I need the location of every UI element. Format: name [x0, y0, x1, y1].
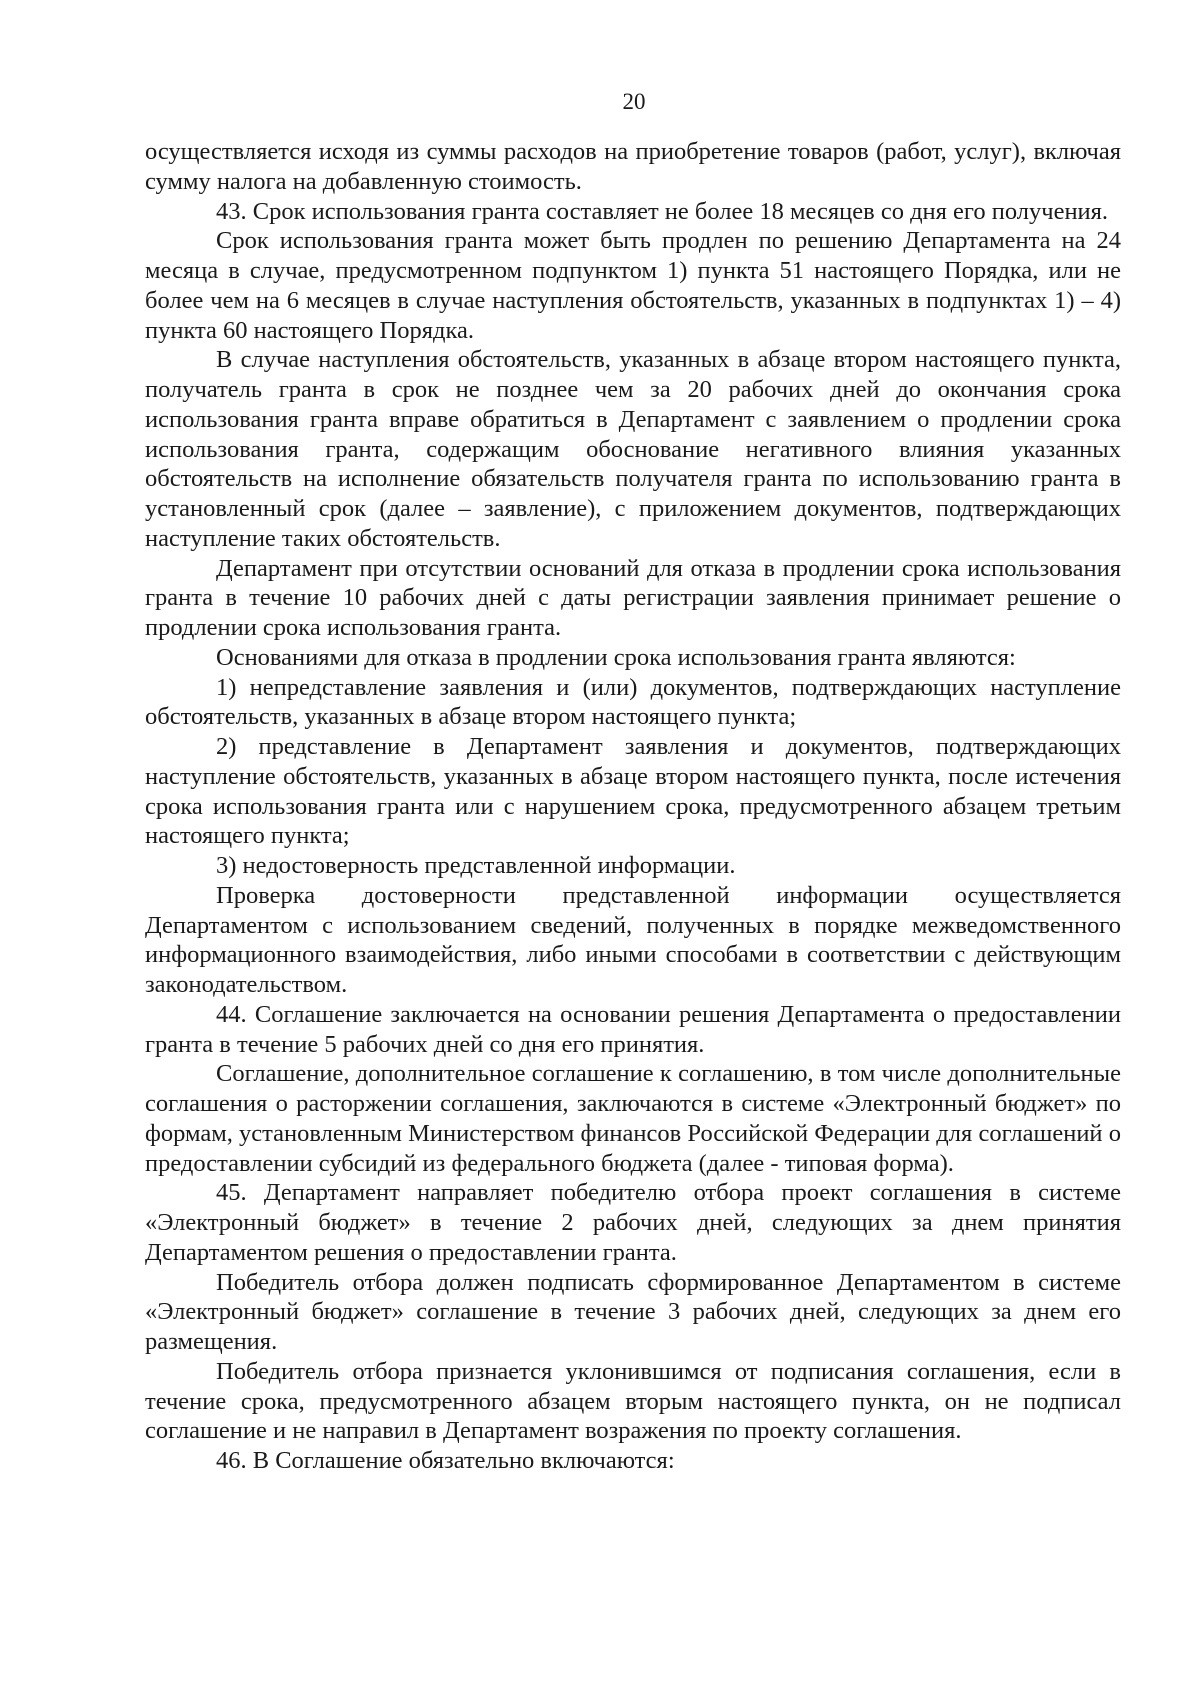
paragraph-item-46: 46. В Соглашение обязательно включаются:	[216, 1447, 675, 1474]
paragraph-extension: Срок использования гранта может быть продлен по решению Департамента на 24 месяца в случае, предусмотренном подпунктом 1) пункта 51 настоящего Порядка, или не более чем на 6 месяцев в случае наступления обстоятельств, указанных в подпунктах 1) – 4) пункта 60 настоящего Порядка.	[145, 227, 1121, 344]
paragraph-agreement-forms: Соглашение, дополнительное соглашение к соглашению, в том числе дополнительные соглашения о расторжении соглашения, заключаются в системе «Электронный бюджет» по формам, установленным Министерством финансов Российской Федерации для соглашений о предоставлении субсидий из федерального бюджета (далее - типовая форма).	[145, 1060, 1121, 1177]
paragraph-refusal-grounds: Основаниями для отказа в продлении срока использования гранта являются:	[216, 643, 1016, 671]
paragraph-winner-signing: Победитель отбора должен подписать сформированное Департаментом в системе «Электронный бюджет» соглашение в течение 3 рабочих дней, следующих за днем его размещения.	[145, 1268, 1121, 1355]
paragraph-item-44: 44. Соглашение заключается на основании решения Департамента о предоставлении гранта в течение 5 рабочих дней со дня его принятия.	[145, 1000, 1121, 1058]
paragraph-winner-evasion: Победитель отбора признается уклонившимся от подписания соглашения, если в течение срока, предусмотренного абзацем вторым настоящего пункта, он не подписал соглашение и не направил в Департамент возражения по проекту соглашения.	[145, 1357, 1121, 1445]
document-body	[145, 137, 1121, 1476]
paragraph-item-45: 45. Департамент направляет победителю отбора проект соглашения в системе «Электронный бюджет» в течение 2 рабочих дней, следующих за днем принятия Департаментом решения о предоставлении гранта.	[145, 1179, 1121, 1266]
paragraph-ground-3: 3) недостоверность представленной информации.	[216, 852, 736, 879]
paragraph-department-decision: Департамент при отсутствии оснований для отказа в продлении срока использования гранта в течение 10 рабочих дней с даты регистрации заявления принимает решение о продлении срока использования гранта.	[145, 554, 1121, 641]
paragraph-item-43: 43. Срок использования гранта составляет не более 18 месяцев со дня его получения.	[216, 197, 1109, 225]
paragraph-ground-1: 1) непредставление заявления и (или) документов, подтверждающих наступление обстоятельств, указанных в абзаце втором настоящего пункта;	[145, 673, 1121, 731]
page-number: 20	[622, 89, 646, 114]
paragraph-continuation: осуществляется исходя из суммы расходов на приобретение товаров (работ, услуг), включая сумму налога на добавленную стоимость.	[145, 138, 1121, 195]
paragraph-ground-2: 2) представление в Департамент заявления и документов, подтверждающих наступление обстоятельств, указанных в абзаце втором настоящего пункта, после истечения срока использования гранта или с нарушением срока, предусмотренного абзацем третьим настоящего пункта;	[145, 733, 1121, 850]
paragraph-verification: Проверка достоверности представленной информации осуществляется Департаментом с использованием сведений, полученных в порядке межведомственного информационного взаимодействия, либо иными способами в соответствии с действующим законодательством.	[145, 881, 1121, 998]
paragraph-circumstances: В случае наступления обстоятельств, указанных в абзаце втором настоящего пункта, получатель гранта в срок не позднее чем за 20 рабочих дней до окончания срока использования гранта вправе обратиться в Департамент с заявлением о продлении срока использования гранта, содержащим обоснование негативного влияния указанных обстоятельств на исполнение обязательств получателя гранта по использованию гранта в установленный срок (далее – заявление), с приложением документов, подтверждающих наступление таких обстоятельств.	[145, 346, 1121, 552]
